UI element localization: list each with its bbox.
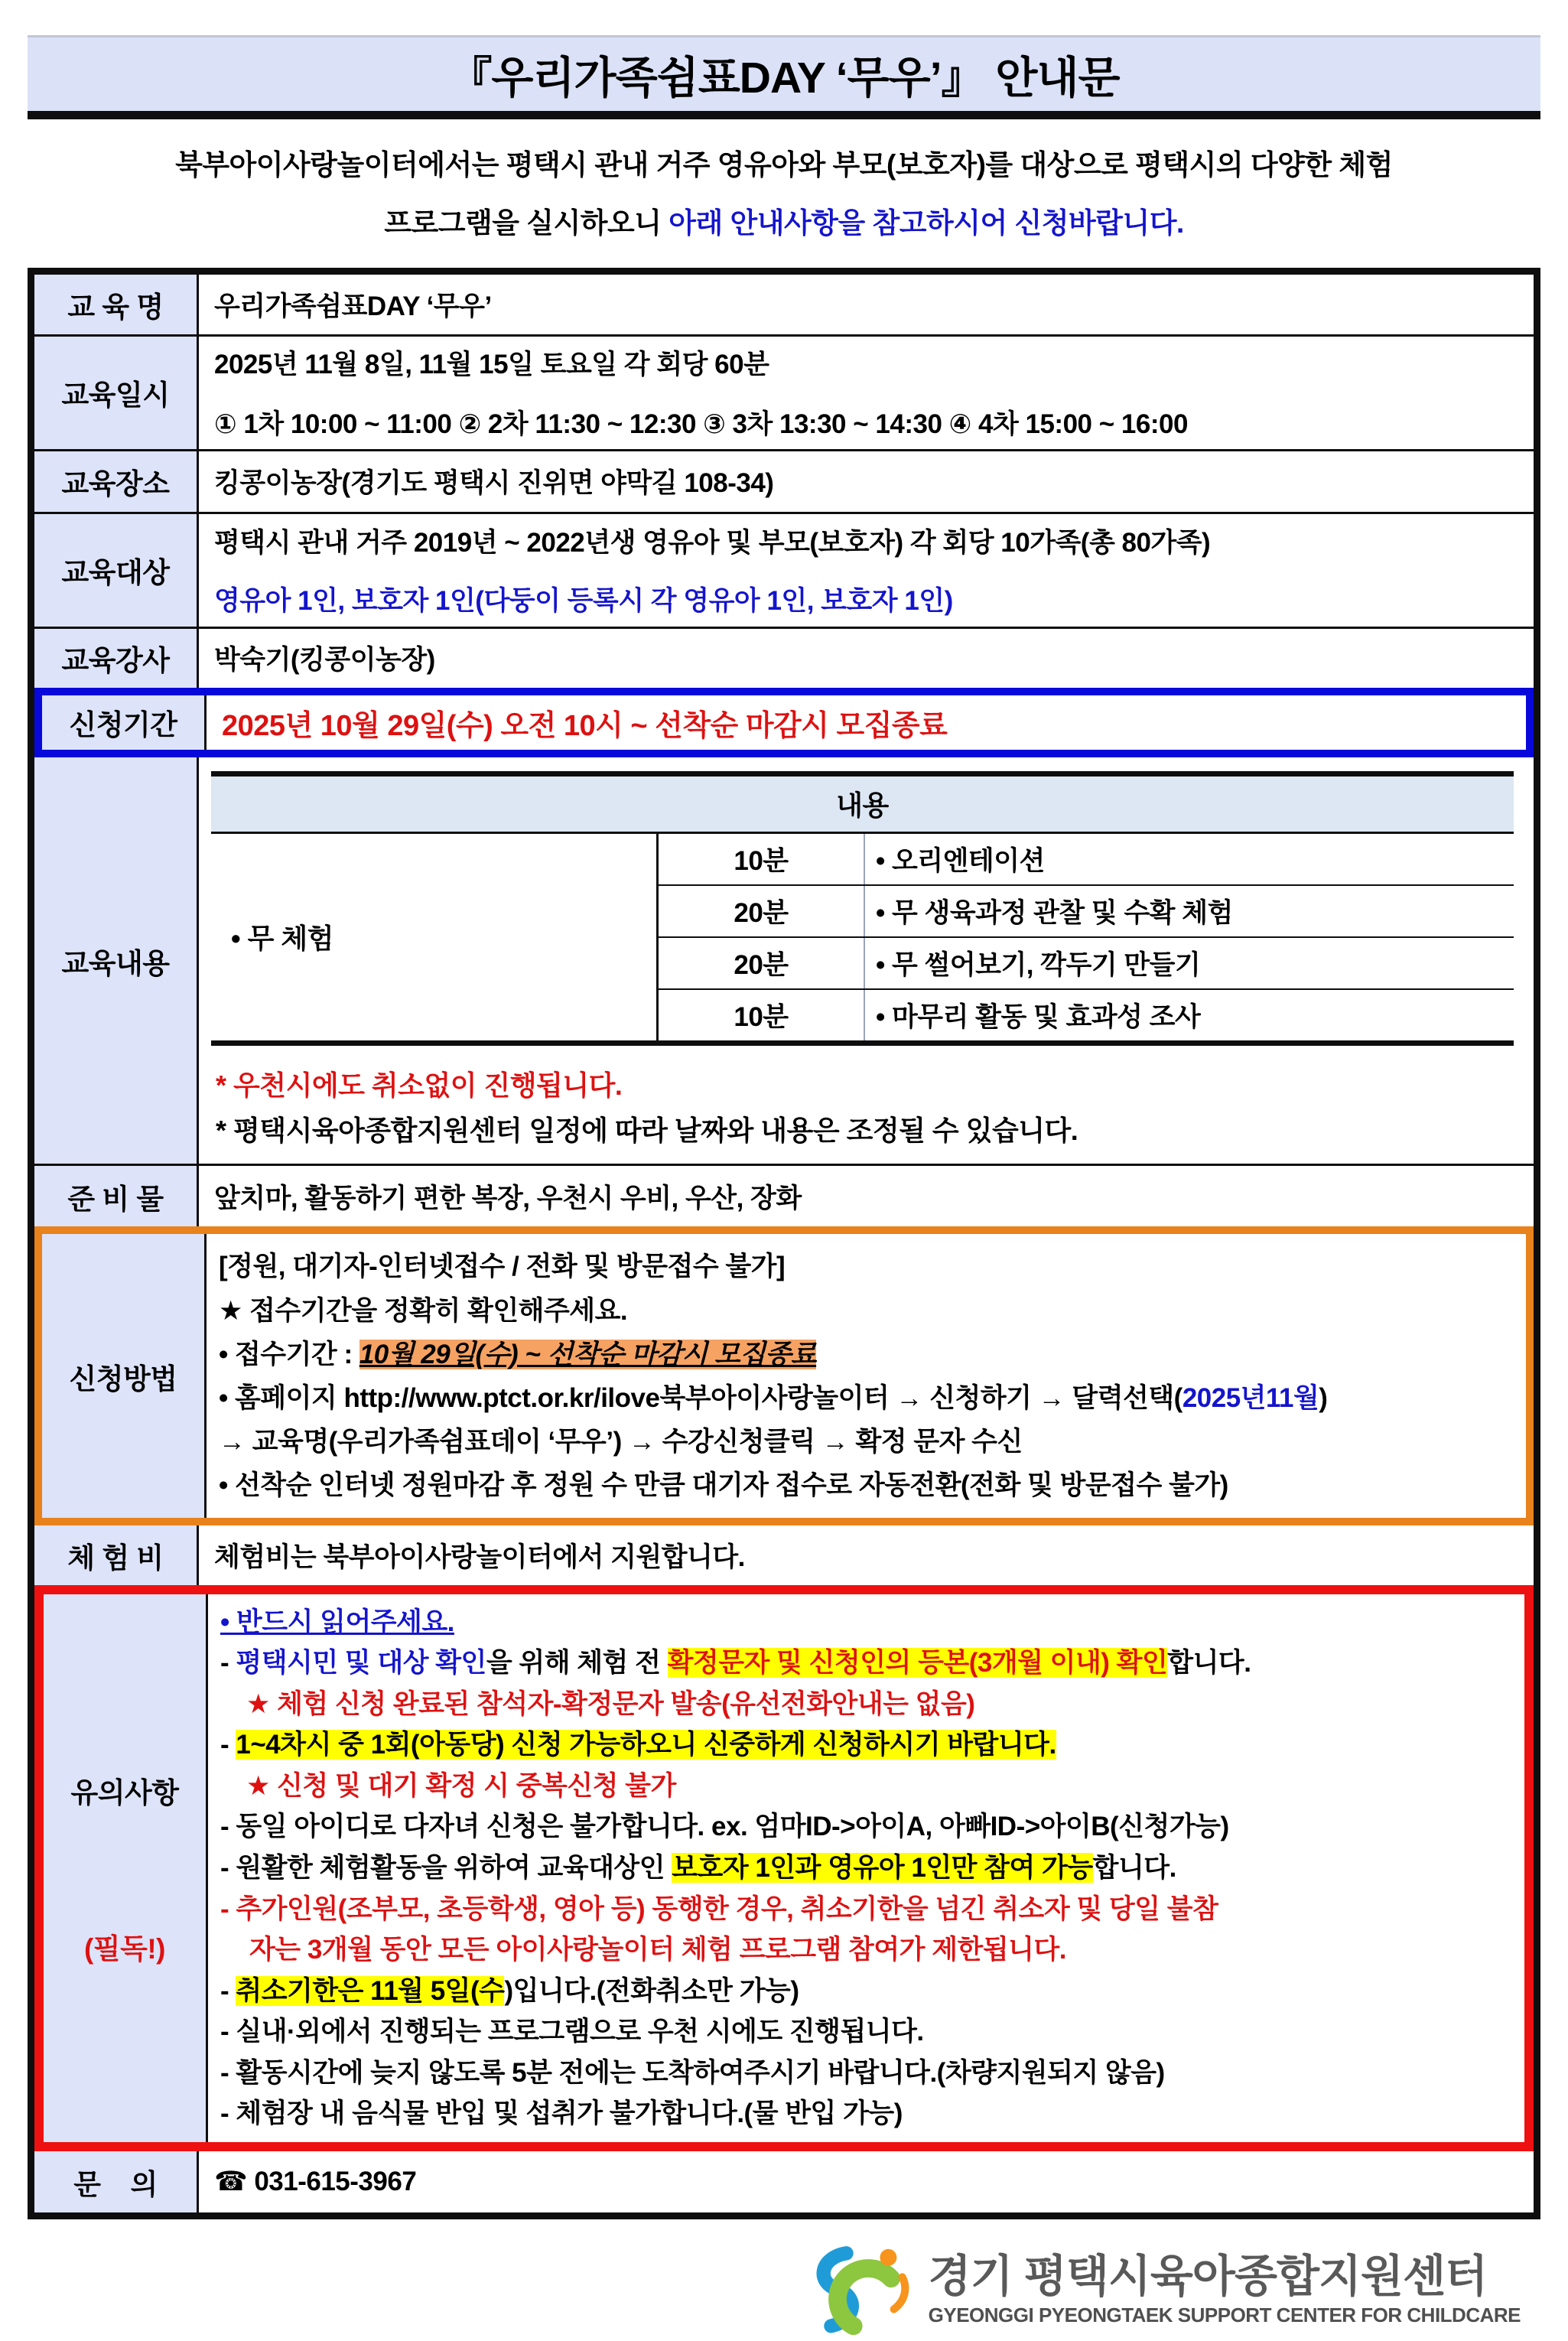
notice-line2: - 평택시민 및 대상 확인을 위해 체험 전 확정문자 및 신청인의 등본(3개월 이내) 확인합니다. (220, 1648, 1251, 1678)
label-course-place: 교육장소 (34, 451, 199, 512)
contact-phone: ☎ 031-615-3967 (214, 2166, 417, 2196)
org-name (928, 2251, 1521, 2327)
schedule-desc: • 마무리 활동 및 효과성 조사 (876, 1001, 1201, 1032)
label-contact: 문 의 (34, 2151, 199, 2212)
apply-period-highlight: 10월 29일(수) ~ 선착순 마감시 모집종료 (359, 1339, 817, 1369)
label-instructor: 교육강사 (34, 629, 199, 688)
notice-line6: - 동일 아이디로 다자녀 신청은 불가합니다. ex. 엄마ID->아이A, 아빠ID->아이B(신청가능) (220, 1812, 1229, 1842)
apply-line2: ★ 접수기간을 정확히 확인해주세요. (219, 1295, 628, 1326)
apply-line5: → 교육명(우리가족쉼표데이 ‘무우’) → 수강신청클릭 → 확정 문자 수신 (219, 1426, 1023, 1457)
place-value: 킹콩이농장(경기도 평택시 진위면 야막길 108-34) (214, 468, 774, 499)
intro-line1: 북부아이사랑놀이터에서는 평택시 관내 거주 영유아와 부모(보호자)를 대상으로 평택시의 다양한 체험 (175, 149, 1393, 181)
apply-line6: • 선착순 인터넷 정원마감 후 정원 수 만큼 대기자 접수로 자동전환(전화 및 방문접수 불가) (219, 1470, 1228, 1500)
apply-line3: • 접수기간 : 10월 29일(수) ~ 선착순 마감시 모집종료 (219, 1339, 817, 1369)
label-course-content: 교육내용 (34, 757, 199, 1164)
notice-line11: - 활동시간에 늦지 않도록 5분 전에는 도착하여주시기 바랍니다.(차량지원되지 않음) (220, 2057, 1165, 2088)
datetime-line1: 2025년 11월 8일, 11월 15일 토요일 각 회당 60분 (214, 350, 769, 380)
info-table (28, 268, 1540, 2219)
content-note1: * 우천시에도 취소없이 진행됩니다. (216, 1069, 623, 1101)
row-apply-period (34, 688, 1534, 757)
content-note2: * 평택시육아종합지원센터 일정에 따라 날짜와 내용은 조정될 수 있습니다. (216, 1115, 1078, 1147)
label-materials: 준 비 물 (34, 1166, 199, 1226)
schedule-row (659, 884, 1514, 936)
apply-line4: • 홈페이지 http://www.ptct.or.kr/ilove북부아이사랑놀이터 → 신청하기 → 달력선택(2025년11월) (219, 1382, 1328, 1413)
title-bar (28, 35, 1540, 111)
notice-line3: ★ 체험 신청 완료된 참석자-확정문자 발송(유선전화안내는 없음) (246, 1688, 975, 1719)
row-notice (34, 1585, 1534, 2151)
row-contact (34, 2151, 1534, 2212)
org-name-english: GYEONGGI PYEONGTAEK SUPPORT CENTER FOR CHILDCARE (928, 2304, 1521, 2327)
intro-line2-emphasis: 아래 안내사항을 참고하시어 신청바랍니다. (669, 207, 1184, 239)
notice-line8b: 자는 3개월 동안 모든 아이사랑놀이터 체험 프로그램 참여가 제한됩니다. (249, 1935, 1066, 1965)
calendar-month: 2025년11월 (1182, 1382, 1319, 1413)
schedule-time: 20분 (659, 886, 865, 936)
target-line2: 영유아 1인, 보호자 1인(다둥이 등록시 각 영유아 1인, 보호자 1인) (214, 586, 953, 617)
intro-paragraph (28, 136, 1540, 252)
instructor-value: 박숙기(킹콩이농장) (214, 645, 435, 676)
row-apply-method (34, 1226, 1534, 1525)
org-logo-icon (802, 2239, 916, 2341)
label-apply-period: 신청기간 (42, 695, 207, 750)
datetime-line2: ① 1차 10:00 ~ 11:00 ② 2차 11:30 ~ 12:30 ③ 3차 13:30 ~ 14:30 ④ 4차 15:00 ~ 16:00 (214, 409, 1188, 440)
notice-line10: - 실내·외에서 진행되는 프로그램으로 우천 시에도 진행됩니다. (220, 2017, 924, 2047)
notice-line9: - 취소기한은 11월 5일(수)입니다.(전화취소만 가능) (220, 1975, 799, 2006)
notice-label-must-read: (필독!) (84, 1932, 165, 1965)
notice-line4: - 1~4차시 중 1회(아동당) 신청 가능하오니 신중하게 신청하시기 바랍니다. (220, 1730, 1056, 1760)
schedule-row (659, 988, 1514, 1040)
apply-step-bold: 신청하기 (929, 1382, 1032, 1413)
schedule-desc: • 무 생육과정 관찰 및 수확 체험 (876, 897, 1233, 928)
notice-label: 유의사항 (70, 1776, 179, 1809)
label-apply-method: 신청방법 (42, 1234, 207, 1517)
label-course-target: 교육대상 (34, 514, 199, 627)
page-title: 『우리가족쉼표DAY ‘무우’』 안내문 (448, 54, 1120, 103)
notice-line12: - 체험장 내 음식물 반입 및 섭취가 불가합니다.(물 반입 가능) (220, 2098, 903, 2129)
schedule-header: 내용 (211, 777, 1514, 834)
apply-period-value: 2025년 10월 29일(수) 오전 10시 ~ 선착순 마감시 모집종료 (222, 709, 948, 742)
content-notes (211, 1063, 1514, 1154)
schedule-time: 20분 (659, 938, 865, 988)
row-course-content (34, 757, 1534, 1164)
label-course-name: 교 육 명 (34, 275, 199, 334)
notice-line8a: - 추가인원(조부모, 초등학생, 영아 등) 동행한 경우, 취소기한을 넘긴 취소자 및 당일 불참 (220, 1893, 1218, 1924)
schedule-time: 10분 (659, 990, 865, 1040)
label-course-datetime: 교육일시 (34, 337, 199, 449)
notice-document (0, 35, 1568, 2330)
row-instructor (34, 627, 1534, 688)
schedule-row (659, 936, 1514, 988)
row-course-name (34, 275, 1534, 334)
schedule-time: 10분 (659, 834, 865, 884)
apply-line1: [정원, 대기자-인터넷접수 / 전화 및 방문접수 불가] (219, 1252, 786, 1282)
label-fee: 체 험 비 (34, 1525, 199, 1585)
fee-value: 체험비는 북부아이사랑놀이터에서 지원합니다. (214, 1542, 745, 1572)
materials-value: 앞치마, 활동하기 편한 복장, 우천시 우비, 우산, 장화 (214, 1183, 802, 1213)
row-materials (34, 1164, 1534, 1226)
notice-line5: ★ 신청 및 대기 확정 시 중복신청 불가 (246, 1770, 676, 1801)
row-course-datetime (34, 334, 1534, 449)
row-course-target (34, 512, 1534, 627)
title-divider (28, 111, 1540, 119)
intro-line2: 프로그램을 실시하오니 (384, 207, 669, 239)
org-name-korean: 경기 평택시육아종합지원센터 (928, 2251, 1488, 2302)
row-course-place (34, 449, 1534, 512)
footer (28, 2239, 1540, 2341)
schedule-table (211, 771, 1514, 1046)
target-line1: 평택시 관내 거주 2019년 ~ 2022년생 영유아 및 부모(보호자) 각 회당 10가족(총 80가족) (214, 528, 1211, 558)
notice-line7: - 원활한 체험활동을 위하여 교육대상인 보호자 1인과 영유아 1인만 참여 가능합니다. (220, 1853, 1176, 1884)
schedule-desc: • 무 썰어보기, 깍두기 만들기 (876, 949, 1201, 980)
schedule-row (659, 834, 1514, 884)
course-name-value: 우리가족쉼표DAY ‘무우’ (214, 291, 492, 321)
label-notice (44, 1594, 208, 2142)
schedule-activity: • 무 체험 (211, 834, 659, 1040)
notice-line1: • 반드시 읽어주세요. (220, 1607, 454, 1637)
row-fee (34, 1525, 1534, 1585)
schedule-desc: • 오리엔테이션 (876, 845, 1045, 876)
